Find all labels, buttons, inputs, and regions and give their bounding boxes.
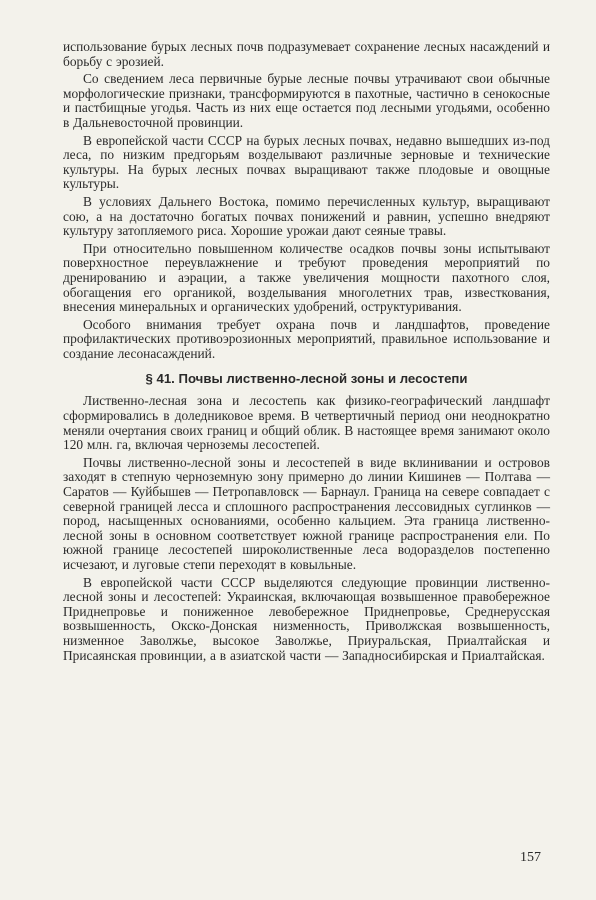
section-heading: § 41. Почвы лиственно-лесной зоны и лесостепи [145, 371, 468, 387]
paragraph: При относительно повышенном количестве осадков почвы зоны испытывают поверхностное переувлажнение и требуют проведения мероприятий по дренированию и аэрации, а также увеличения мощности пахотного слоя, обогащения его органикой, возделывания многолетних трав, известкования, внесения минеральных и органических удобрений, оструктуривания. [63, 240, 550, 315]
paragraph: В условиях Дальнего Востока, помимо перечисленных культур, выращивают сою, а на достаточно богатых почвах понижений и равнин, успешно внедряют культуру затопляемого риса. Хорошие урожаи дают сеяные травы. [63, 193, 550, 239]
paragraph: Почвы лиственно-лесной зоны и лесостепей в виде вклинивании и островов заходят в степную черноземную зону примерно до линии Кишинев — Полтава — Саратов — Куйбышев — Петропавловск — Барнаул. Граница на севере совпадает с северной границей лесса и сплошного распространения лессовидных суглинков — пород, насыщенных основаниями, особенно кальцием. Эта граница лиственно-лесной зоны в основном соответствует южной границе распространения ели. По южной границе лесостепей широколиственные леса водоразделов постепенно исчезают, и луговые степи переходят в ковыльные. [63, 454, 550, 572]
paragraph: Со сведением леса первичные бурые лесные почвы утрачивают свои обычные морфологические признаки, трансформируются в пахотные, частично в сенокосные и пастбищные угодья. Часть из них еще остается под лесными угодьями, особенно в Дальневосточной провинции. [63, 71, 550, 130]
paragraph: В европейской части СССР выделяются следующие провинции лиственно-лесной зоны и лесостепей: Украинская, включающая возвышенное правобережное Приднепровье и пониженное левобережное Приднепровье, Среднерусская возвышенность, Окско-Донская низменность, Приволжская возвышенность, низменное Заволжье, высокое Заволжье, Приуральская, Приалтайская и Присаянская провинции, а в азиатской части — Западносибирская и Приалтайская. [63, 574, 550, 663]
paragraph: Особого внимания требует охрана почв и ландшафтов, проведение профилактических противоэрозионных мероприятий, правильное использование и создание лесонасаждений. [63, 316, 550, 361]
paragraph: Лиственно-лесная зона и лесостепь как физико-географический ландшафт сформировались в доледниковое время. В четвертичный период они неоднократно меняли очертания своих границ и общий облик. В настоящее время занимают около 120 млн. га, включая черноземы лесостепей. [63, 393, 550, 453]
page-number: 157 [520, 850, 541, 865]
page-content [63, 40, 550, 666]
paragraph: В европейской части СССР на бурых лесных почвах, недавно вышедших из-под леса, по низким предгорьям возделывают различные зерновые и технические культуры. На бурых лесных почвах выращивают также плодовые и овощные культуры. [63, 132, 550, 192]
paragraph: использование бурых лесных почв подразумевает сохранение лесных насаждений и борьбу с эрозией. [63, 39, 550, 69]
